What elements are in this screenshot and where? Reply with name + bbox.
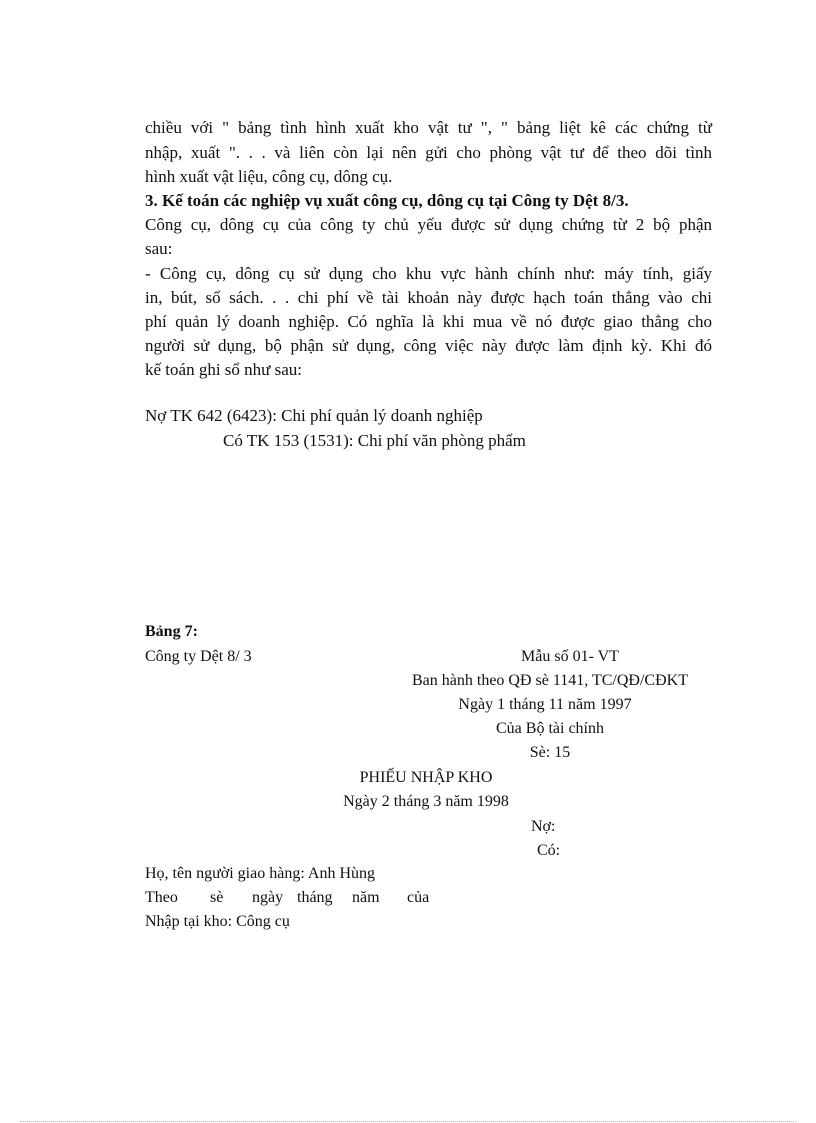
page-footer-divider <box>20 1121 796 1122</box>
deliverer-line: Họ, tên người giao hàng: Anh Hùng <box>145 865 375 882</box>
according-word: của <box>407 889 430 906</box>
paragraph-line: nhập, xuất ". . . và liên còn lại nên gửi cho phòng vật tư để theo dõi tình <box>145 143 712 162</box>
according-word: Theo <box>145 889 178 906</box>
paragraph-line: phí quản lý doanh nghiệp. Có nghĩa là khi mua về nó được giao thẳng cho <box>145 312 712 331</box>
accounting-entry-credit: Có TK 153 (1531): Chi phí văn phòng phẩm <box>223 431 526 450</box>
according-word: sè <box>210 889 224 906</box>
receipt-number: Sè: 15 <box>529 744 571 761</box>
credit-label: Có: <box>537 842 561 859</box>
paragraph-line: - Công cụ, dông cụ sử dụng cho khu vực hành chính như: máy tính, giấy <box>145 264 712 283</box>
debit-label: Nợ: <box>531 818 556 835</box>
ministry: Của Bộ tài chính <box>496 720 604 737</box>
company-name: Công ty Dệt 8/ 3 <box>145 648 252 665</box>
paragraph-line: chiều với " bảng tình hình xuất kho vật tư ", " bảng liệt kê các chứng từ <box>145 118 712 137</box>
accounting-entry-debit: Nợ TK 642 (6423): Chi phí quản lý doanh nghiệp <box>145 406 483 425</box>
paragraph-line: kế toán ghi sổ như sau: <box>145 360 303 379</box>
template-number: Mẫu số 01- VT <box>521 648 619 665</box>
according-word: ngày <box>252 889 284 906</box>
warehouse-line: Nhập tại kho: Công cụ <box>145 913 290 930</box>
paragraph-line: Công cụ, dông cụ của công ty chủ yếu được sử dụng chứng từ 2 bộ phận <box>145 215 712 234</box>
paragraph-line: người sử dụng, bộ phận sử dụng, công việc này được làm định kỳ. Khi đó <box>145 336 712 355</box>
issued-date: Ngày 1 tháng 11 năm 1997 <box>458 696 632 713</box>
section-heading: 3. Kế toán các nghiệp vụ xuất công cụ, dông cụ tại Công ty Dệt 8/3. <box>145 191 629 210</box>
paragraph-line: hình xuất vật liệu, công cụ, dông cụ. <box>145 167 393 186</box>
paragraph-line: sau: <box>145 239 173 258</box>
paragraph-line: in, bút, sổ sách. . . chi phí về tài khoản này được hạch toán thẳng vào chi <box>145 288 712 307</box>
form-title: PHIẾU NHẬP KHO <box>359 769 493 786</box>
table-label: Bảng 7: <box>145 623 198 640</box>
issued-by: Ban hành theo QĐ sè 1141, TC/QĐ/CĐKT <box>412 672 688 689</box>
according-word: năm <box>352 889 380 906</box>
according-word: tháng <box>297 889 333 906</box>
form-date: Ngày 2 tháng 3 năm 1998 <box>343 793 509 810</box>
